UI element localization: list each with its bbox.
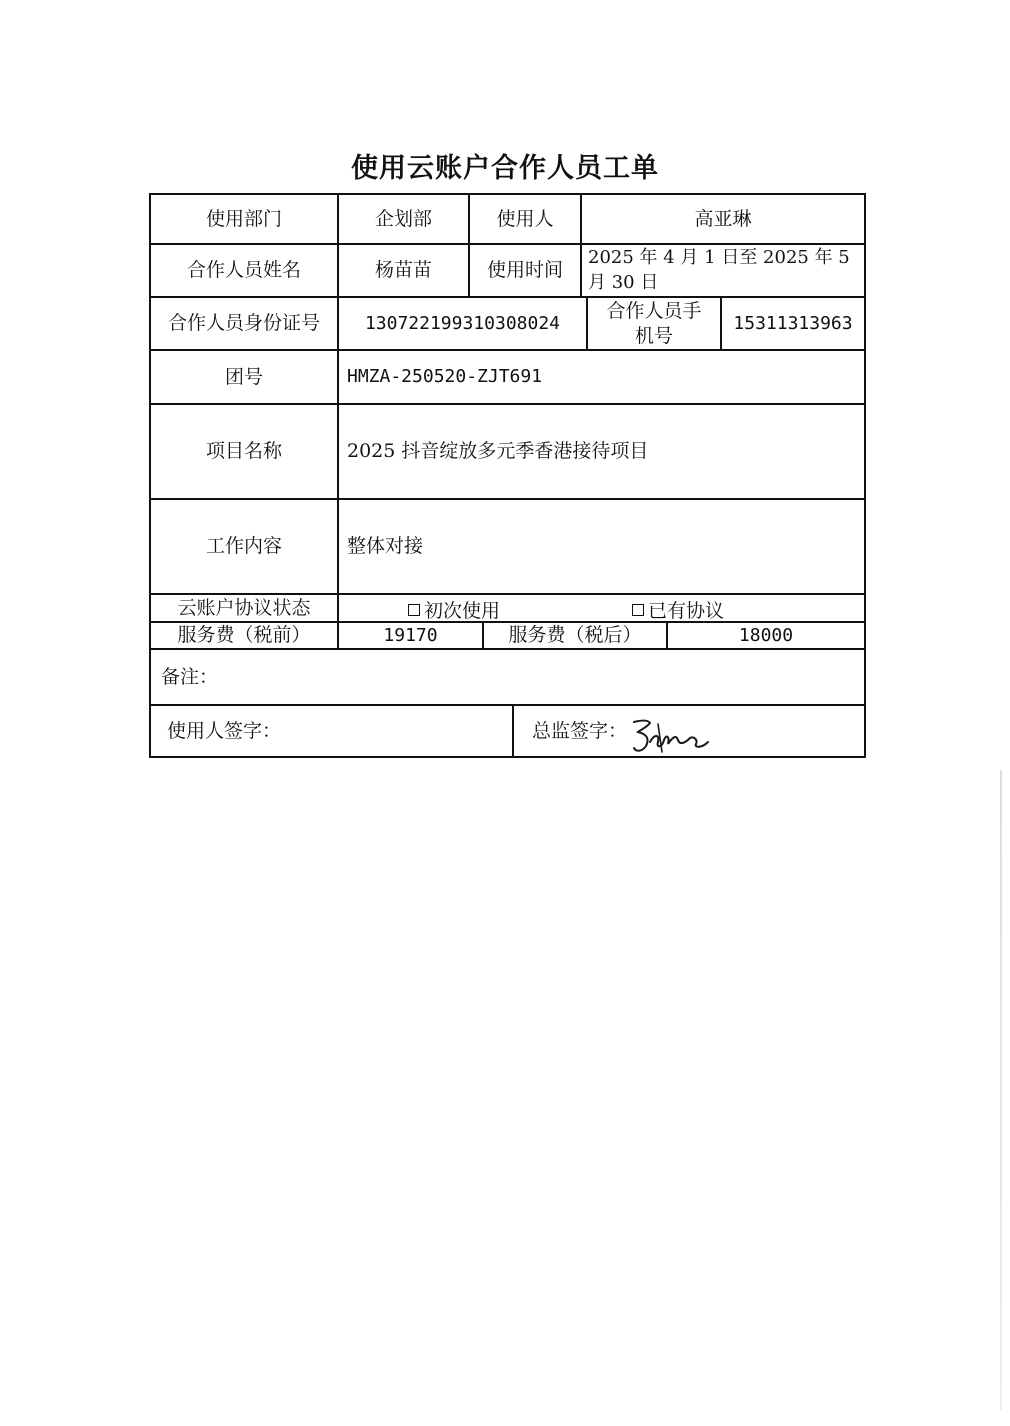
phone-value: 15311313963 bbox=[720, 296, 866, 351]
user-label: 使用人 bbox=[468, 193, 582, 245]
user-signature-field[interactable] bbox=[149, 704, 514, 758]
group-label: 团号 bbox=[149, 349, 339, 405]
fee-post-label: 服务费（税后） bbox=[482, 621, 668, 650]
scan-edge-line bbox=[1000, 770, 1002, 1410]
director-signature-image bbox=[628, 712, 723, 760]
user-sign-label: 使用人签字： bbox=[167, 719, 282, 742]
fee-post-value: 18000 bbox=[666, 621, 866, 650]
checkbox-icon bbox=[408, 604, 420, 616]
director-sign-label: 总监签字： bbox=[532, 719, 628, 742]
agreement-label: 云账户协议状态 bbox=[149, 593, 339, 623]
dept-label: 使用部门 bbox=[149, 193, 339, 245]
checkbox-existing-agreement[interactable] bbox=[632, 596, 724, 623]
option-first-label: 初次使用 bbox=[424, 600, 501, 622]
remarks-label: 备注： bbox=[161, 665, 219, 688]
name-value: 杨苗苗 bbox=[337, 243, 470, 298]
option-existing-label: 已有协议 bbox=[648, 600, 725, 622]
period-value: 2025 年 4 月 1 日至 2025 年 5 月 30 日 bbox=[580, 243, 866, 298]
project-label: 项目名称 bbox=[149, 403, 339, 500]
work-label: 工作内容 bbox=[149, 498, 339, 595]
fee-pre-label: 服务费（税前） bbox=[149, 621, 339, 650]
checkbox-icon bbox=[632, 604, 644, 616]
fee-pre-value: 19170 bbox=[337, 621, 484, 650]
remarks-field[interactable] bbox=[149, 648, 866, 706]
id-value: 130722199310308024 bbox=[337, 296, 588, 351]
phone-label: 合作人员手机号 bbox=[586, 296, 722, 351]
name-label: 合作人员姓名 bbox=[149, 243, 339, 298]
id-label: 合作人员身份证号 bbox=[149, 296, 339, 351]
user-value: 高亚琳 bbox=[580, 193, 866, 245]
period-label: 使用时间 bbox=[468, 243, 582, 298]
checkbox-first-use[interactable] bbox=[408, 596, 500, 623]
project-value: 2025 抖音绽放多元季香港接待项目 bbox=[337, 403, 866, 500]
dept-value: 企划部 bbox=[337, 193, 470, 245]
page-title: 使用云账户合作人员工单 bbox=[351, 153, 659, 184]
group-value: HMZA-250520-ZJT691 bbox=[337, 349, 866, 405]
work-value: 整体对接 bbox=[337, 498, 866, 595]
